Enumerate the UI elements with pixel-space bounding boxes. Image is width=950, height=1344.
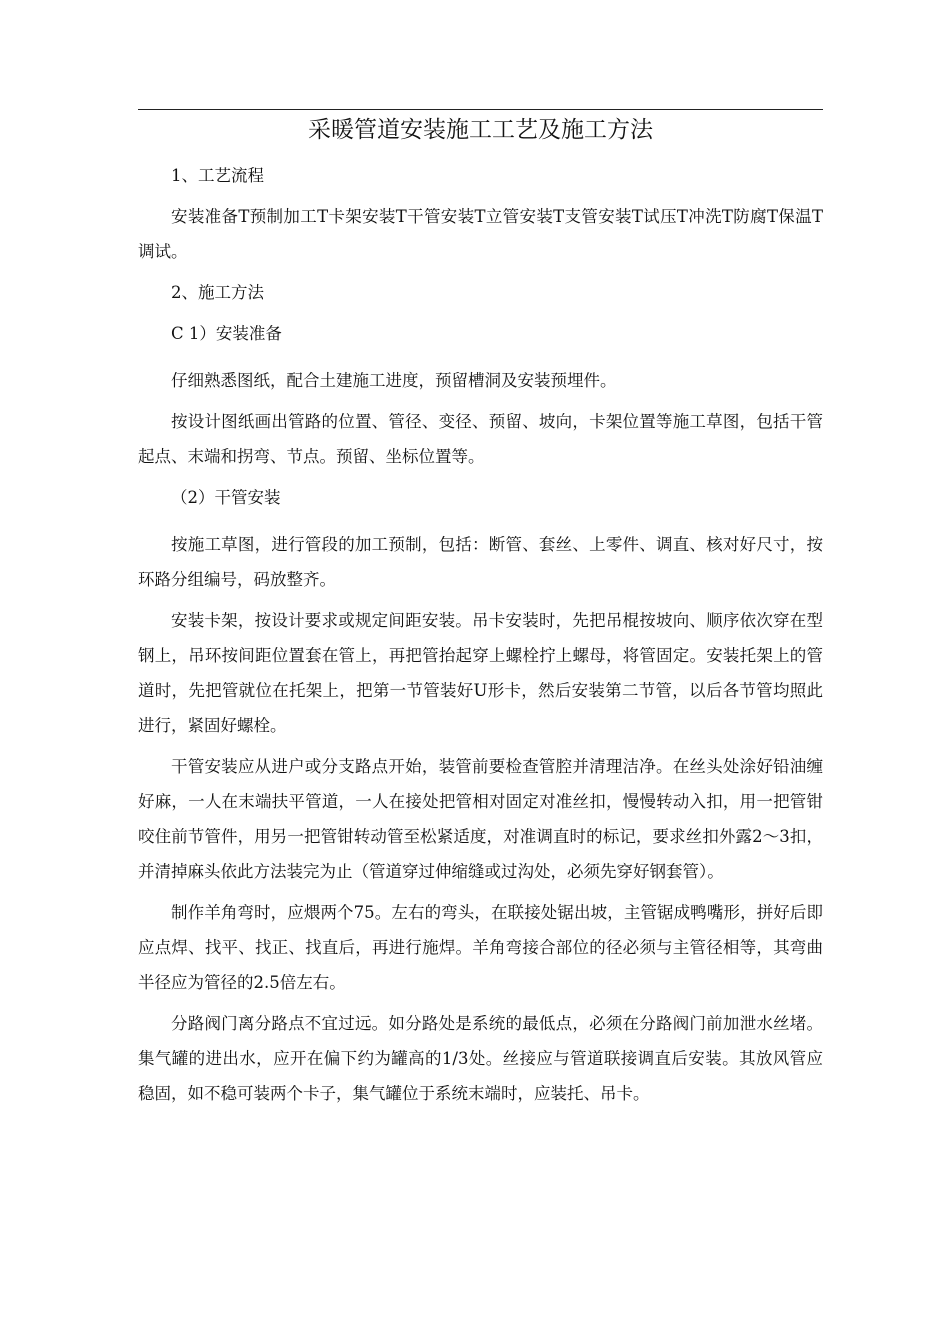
paragraph-main-pipe-2: 安装卡架，按设计要求或规定间距安装。吊卡安装时，先把吊棍按坡向、顺序依次穿在型钢上，吊环按间距位置套在管上，再把管抬起穿上螺栓拧上螺母，将管固定。安装托架上的管道时，先把管就位在托架上，把第一节管装好U形卡，然后安装第二节管，以后各节管均照此进行，紧固好螺栓。	[138, 611, 823, 735]
paragraph-main-pipe-3: 干管安装应从进户或分支路点开始，装管前要检查管腔并清理洁净。在丝头处涂好铅油缠好麻，一人在末端扶平管道，一人在接处把管相对固定对准丝扣，慢慢转动入扣，用一把管钳咬住前节管件，用另一把管钳转动管至松紧适度，对准调直时的标记，要求丝扣外露2〜3扣，并清掉麻头依此方法装完为止（管道穿过伸缩缝或过沟处，必须先穿好钢套管）。	[138, 757, 823, 881]
section-heading-process: 1、工艺流程	[171, 166, 264, 185]
section-heading-methods: 2、施工方法	[171, 283, 264, 302]
paragraph-process-flow: 安装准备T预制加工T卡架安装T干管安装T立管安装T支管安装T试压T冲洗T防腐T保温T调试。	[138, 207, 823, 261]
paragraph-preparation-2: 按设计图纸画出管路的位置、管径、变径、预留、坡向，卡架位置等施工草图，包括干管起点、末端和拐弯、节点。预留、坐标位置等。	[138, 412, 823, 466]
paragraph-main-pipe-1: 按施工草图，进行管段的加工预制，包括：断管、套丝、上零件、调直、核对好尺寸，按环路分组编号，码放整齐。	[138, 535, 823, 589]
subsection-heading-main-pipe: （2）干管安装	[171, 488, 281, 507]
document-body	[138, 158, 823, 1111]
paragraph-preparation-1: 仔细熟悉图纸，配合土建施工进度，预留槽洞及安装预埋件。	[171, 371, 617, 390]
header-rule	[138, 109, 823, 110]
paragraph-main-pipe-5: 分路阀门离分路点不宜过远。如分路处是系统的最低点，必须在分路阀门前加泄水丝堵。集气罐的进出水，应开在偏下约为罐高的1/3处。丝接应与管道联接调直后安装。其放风管应稳固，如不稳可装两个卡子，集气罐位于系统末端时，应装托、吊卡。	[138, 1014, 823, 1103]
subsection-heading-preparation: C 1）安装准备	[171, 324, 282, 343]
paragraph-main-pipe-4: 制作羊角弯时，应煨两个75。左右的弯头，在联接处锯出坡，主管锯成鸭嘴形，拼好后即应点焊、找平、找正、找直后，再进行施焊。羊角弯接合部位的径必须与主管径相等，其弯曲半径应为管径的2.5倍左右。	[138, 903, 823, 992]
document-title: 采暖管道安装施工工艺及施工方法	[308, 117, 653, 143]
